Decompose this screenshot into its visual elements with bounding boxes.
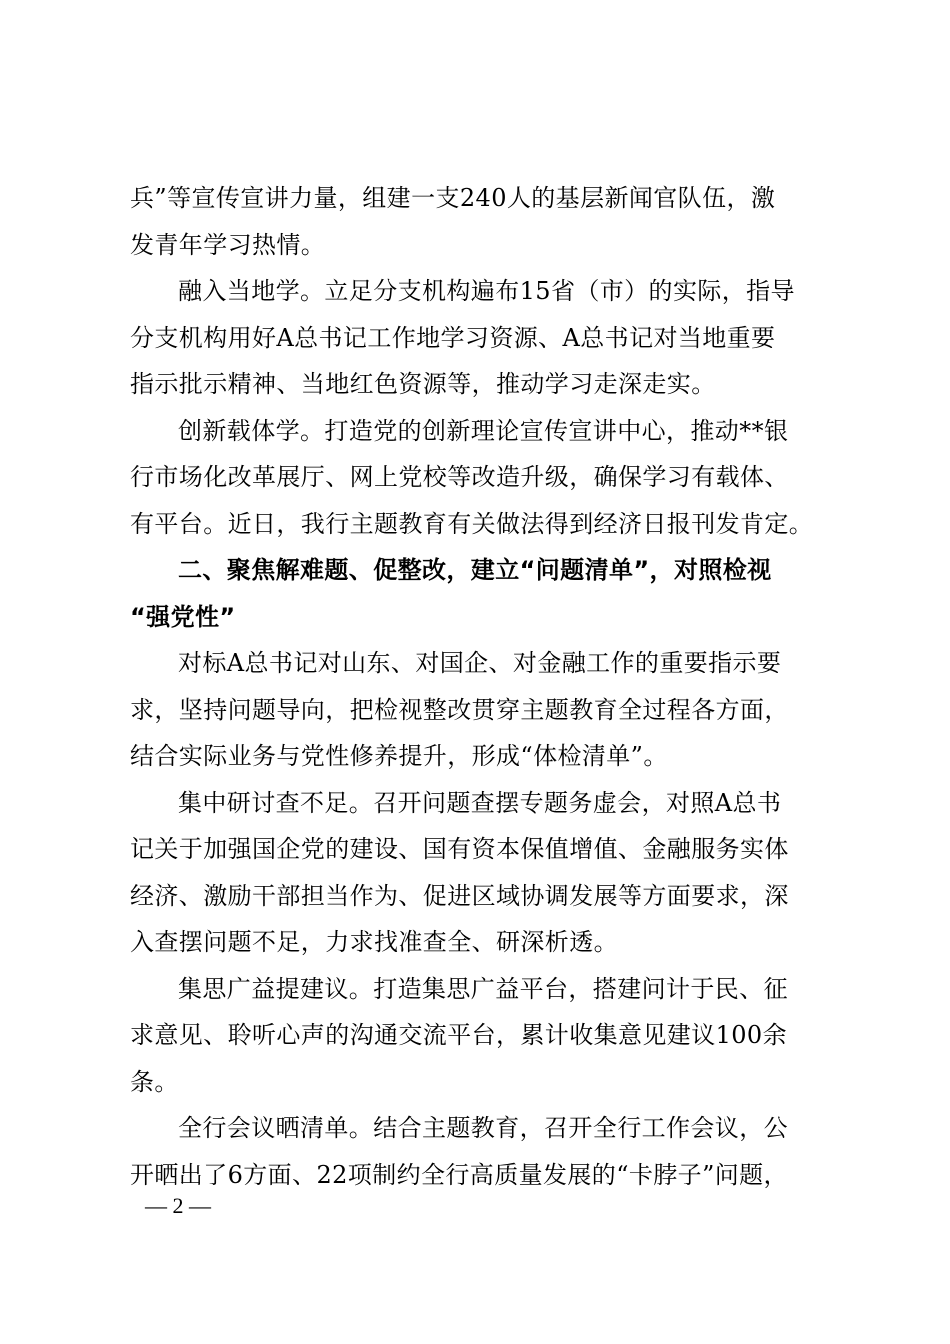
section-heading-continued: “强党性” <box>130 602 236 631</box>
text-line: 行市场化改革展厅、网上党校等改造升级，确保学习有载体、 <box>130 463 789 491</box>
text-line: 有平台。近日，我行主题教育有关做法得到经济日报刊发肯定。 <box>130 509 814 538</box>
text-line: 结合实际业务与党性修养提升，形成“体检清单”。 <box>130 742 668 770</box>
paragraph-start-line: 集思广益提建议。打造集思广益平台，搭建问计于民、征 <box>178 974 788 1003</box>
text-line: 条。 <box>130 1067 179 1096</box>
text-line: 开晒出了6方面、22项制约全行高质量发展的“卡脖子”问题， <box>130 1160 788 1189</box>
page-number: — 2 — <box>145 1193 211 1218</box>
paragraph-start-line: 全行会议晒清单。结合主题教育，召开全行工作会议，公 <box>178 1114 788 1142</box>
text-line: 经济、激励干部担当作为、促进区域协调发展等方面要求，深 <box>130 881 789 910</box>
text-line: 求意见、聆听心声的沟通交流平台，累计收集意见建议100余 <box>130 1021 788 1049</box>
text-line: 记关于加强国企党的建设、国有资本保值增值、金融服务实体 <box>130 835 789 863</box>
paragraph-start-line: 创新载体学。打造党的创新理论宣传宣讲中心，推动**银 <box>178 416 789 445</box>
text-line: 入查摆问题不足，力求找准查全、研深析透。 <box>130 928 618 956</box>
paragraph-start-line: 对标A总书记对山东、对国企、对金融工作的重要指示要 <box>178 649 782 677</box>
text-line: 兵”等宣传宣讲力量，组建一支240人的基层新闻官队伍，激 <box>130 184 776 212</box>
text-line: 求，坚持问题导向，把检视整改贯穿主题教育全过程各方面， <box>130 695 789 724</box>
paragraph-start-line: 融入当地学。立足分支机构遍布15省（市）的实际，指导 <box>178 277 795 305</box>
body-text <box>130 175 830 1198</box>
section-heading: 二、聚焦解难题、促整改，建立“问题清单”，对照检视 <box>178 556 772 584</box>
text-line: 发青年学习热情。 <box>130 230 326 259</box>
text-line: 指示批示精神、当地红色资源等，推动学习走深走实。 <box>130 370 716 398</box>
paragraph-start-line: 集中研讨查不足。召开问题查摆专题务虚会，对照A总书 <box>178 788 782 817</box>
text-line: 分支机构用好A总书记工作地学习资源、A总书记对当地重要 <box>130 323 776 352</box>
